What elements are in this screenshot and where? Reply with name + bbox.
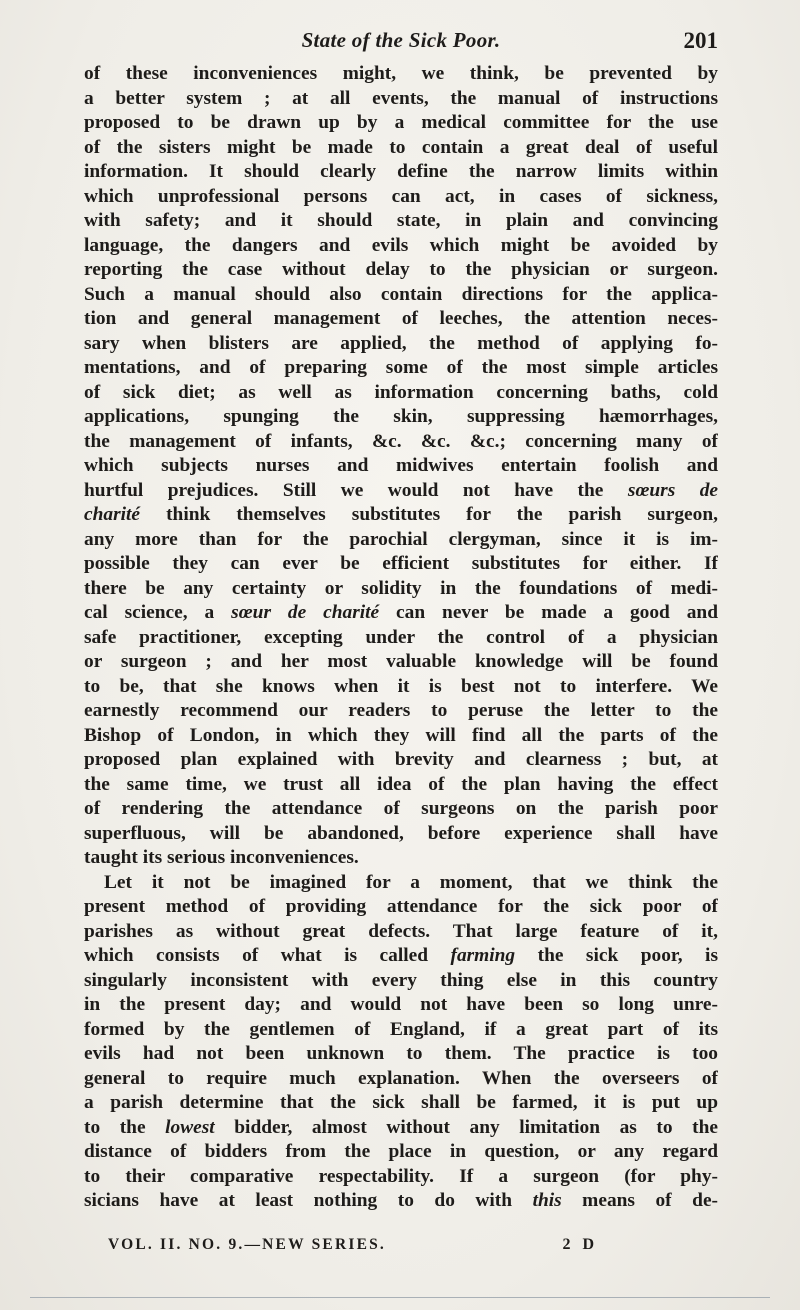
text-line [84, 944, 718, 969]
text-line [84, 62, 718, 87]
text-line [84, 307, 718, 332]
text-line [84, 1165, 718, 1190]
text-segment: to the [84, 1116, 166, 1138]
text-line [84, 503, 718, 528]
text-line [84, 381, 718, 406]
text-segment: the sick poor, is [515, 945, 718, 966]
text-line [84, 528, 718, 553]
text-segment: tion and general management of leeches, the attention neces- [84, 308, 718, 329]
text-line [84, 1140, 718, 1165]
gathering-mark: 2 D [562, 1236, 598, 1253]
text-segment: Such a manual should also contain directions for the applica- [84, 283, 718, 305]
running-title: State of the Sick Poor. [301, 28, 501, 52]
text-segment: general to require much explanation. When the overseers of [84, 1067, 718, 1089]
text-segment: proposed to be drawn up by a medical committee for the use [84, 112, 718, 133]
italic-phrase: charité [84, 504, 141, 525]
text-line [84, 454, 718, 479]
text-line [84, 969, 718, 994]
text-segment: any more than for the parochial clergyman, since it is im- [84, 528, 718, 550]
volume-signature: VOL. II. NO. 9.—NEW SERIES. [108, 1236, 387, 1253]
text-segment: of rendering the attendance of surgeons on the parish poor [84, 798, 718, 819]
text-segment: formed by the gentlemen of England, if a great part of its [84, 1018, 718, 1040]
text-line [84, 650, 718, 675]
text-segment: a better system ; at all events, the manual of instructions [84, 87, 718, 109]
italic-phrase: sœurs de [627, 479, 718, 501]
text-line [84, 871, 718, 896]
text-line [84, 1116, 718, 1141]
text-segment: in the present day; and would not have been so long unre- [84, 994, 718, 1015]
text-line [84, 283, 718, 308]
text-segment: Bishop of London, in which they will find all the parts of the [84, 724, 718, 746]
text-segment: of the sisters might be made to contain a great deal of useful [84, 136, 718, 158]
text-line [84, 920, 718, 945]
text-line [84, 111, 718, 136]
italic-phrase: this [532, 1190, 562, 1211]
text-line [84, 430, 718, 455]
text-line [84, 356, 718, 381]
text-segment: there be any certainty or solidity in the foundations of medi- [84, 577, 718, 599]
page-edge-divider [30, 1297, 770, 1298]
text-line [84, 185, 718, 210]
text-line [84, 405, 718, 430]
text-segment: proposed plan explained with brevity and clearness ; but, at [84, 749, 718, 770]
text-line [84, 724, 718, 749]
text-segment: cal science, a [84, 602, 232, 623]
text-line [84, 258, 718, 283]
text-line [84, 773, 718, 798]
text-line [84, 993, 718, 1018]
text-segment: which unprofessional persons can act, in cases of sickness, [84, 185, 718, 207]
text-segment: a parish determine that the sick shall be farmed, it is put up [84, 1092, 718, 1113]
text-segment: evils had not been unknown to them. The practice is too [84, 1043, 718, 1064]
text-line [84, 234, 718, 259]
text-line [84, 1042, 718, 1067]
text-segment: language, the dangers and evils which might be avoided by [84, 234, 718, 256]
text-segment: earnestly recommend our readers to peruse the letter to the [84, 700, 718, 721]
text-segment: which subjects nurses and midwives entertain foolish and [84, 455, 718, 476]
text-line [84, 332, 718, 357]
text-line [84, 1189, 718, 1214]
text-line [84, 601, 718, 626]
text-line [84, 846, 718, 871]
text-line [84, 552, 718, 577]
text-line [84, 895, 718, 920]
text-segment: or surgeon ; and her most valuable knowledge will be found [84, 651, 718, 672]
text-segment: to their comparative respectability. If a surgeon (for phy- [84, 1165, 718, 1187]
text-segment: sary when blisters are applied, the method of applying fo- [84, 332, 718, 354]
text-line [84, 626, 718, 651]
page-number: 201 [683, 28, 718, 53]
text-line [84, 87, 718, 112]
text-segment: singularly inconsistent with every thing else in this country [84, 969, 718, 991]
text-segment: parishes as without great defects. That large feature of it, [84, 920, 718, 942]
text-line [84, 160, 718, 185]
text-line [84, 699, 718, 724]
body-text [84, 62, 718, 1214]
text-segment: hurtful prejudices. Still we would not have the [84, 479, 628, 501]
text-segment: the management of infants, &c. &c. &c.; concerning many of [84, 430, 718, 452]
text-segment: superfluous, will be abandoned, before experience shall have [84, 822, 718, 844]
text-line [84, 1067, 718, 1092]
text-segment: taught its serious inconveniences. [84, 847, 359, 868]
italic-phrase: farming [450, 945, 516, 966]
italic-phrase: lowest [165, 1116, 215, 1138]
text-segment: Let it not be imagined for a moment, that we think the [104, 871, 718, 893]
text-segment: the same time, we trust all idea of the plan having the effect [84, 773, 718, 795]
text-segment: can never be made a good and [379, 602, 718, 623]
text-segment: to be, that she knows when it is best not to interfere. We [84, 675, 718, 697]
text-line [84, 675, 718, 700]
text-segment: information. It should clearly define the narrow limits within [84, 161, 718, 182]
text-line [84, 577, 718, 602]
text-segment: of sick diet; as well as information concerning baths, cold [84, 381, 718, 403]
text-line [84, 1091, 718, 1116]
italic-phrase: sœur de charité [231, 602, 380, 623]
text-segment: with safety; and it should state, in plain and convincing [84, 210, 718, 231]
text-line [84, 479, 718, 504]
text-line [84, 748, 718, 773]
text-segment: possible they can ever be efficient substitutes for either. If [84, 553, 718, 574]
text-segment: safe practitioner, excepting under the control of a physician [84, 626, 718, 648]
text-segment: reporting the case without delay to the physician or surgeon. [84, 259, 718, 280]
text-segment: means of de- [561, 1190, 718, 1211]
text-line [84, 1018, 718, 1043]
text-line [84, 822, 718, 847]
text-segment: think themselves substitutes for the parish surgeon, [140, 504, 718, 525]
signature-footer [108, 1236, 648, 1258]
text-line [84, 797, 718, 822]
text-segment: applications, spunging the skin, suppressing hæmorrhages, [84, 406, 718, 427]
text-segment: which consists of what is called [84, 945, 451, 966]
text-segment: present method of providing attendance for the sick poor of [84, 896, 718, 917]
text-segment: sicians have at least nothing to do with [84, 1190, 533, 1211]
running-head [84, 28, 718, 58]
text-segment: of these inconveniences might, we think, be prevented by [84, 63, 718, 84]
text-segment: distance of bidders from the place in question, or any regard [84, 1141, 718, 1162]
text-segment: mentations, and of preparing some of the most simple articles [84, 357, 718, 378]
text-line [84, 136, 718, 161]
text-line [84, 209, 718, 234]
text-segment: bidder, almost without any limitation as to the [214, 1116, 718, 1138]
